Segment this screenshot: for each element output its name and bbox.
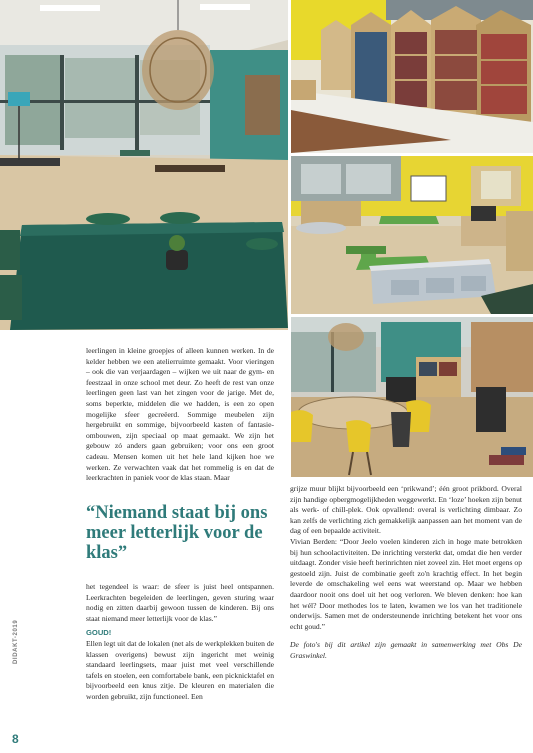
page-number: 8 [12,732,19,746]
column-right-text-2: Vivian Berden: “Door Jeelo voelen kinderen zich in hoge mate betrokken bij hun schoolactiviteiten. De inrichting versterkt dat, omdat die hen verder uitdaagt. Zonder visie heeft herinrichten niet zoveel zin. Het moet ergens op gestoeld zijn. Juist de combinatie geeft zo'n krachtig effect. In het begin leverde de omschakeling wel eens wat weerstand op. Maar we hebben daardoor nooit ons doel uit het oog verloren. We bleven denken: hoe kan het wél? Door methodes los te laten, kwamen we los van het traditionele onderwijs. Samen met de ondersteunende inrichting betekent het voor ons echt goud.” [290,536,522,631]
column-top-text: leerlingen in kleine groepjes of alleen kunnen werken. In de kelder hebben we een atelierruimte gemaakt. Voor vieringen – ook die van verjaardagen – wijken we uit naar de gym- en feestzaal in onze school met deur. Zo heeft de rest van onze leerlingen geen last van het zingen voor de jarige. Met de, soms beperkte, middelen die we hadden, is een zo open mogelijke sfeer gecreëerd. Sommige meubelen zijn hergebruikt en sommige, bijvoorbeeld kasten of fantasie-ombouwen, zijn speciaal op maat gemaakt. We zijn het gebouw zó anders gaan gebruiken; voor ons een groot cadeau. Mensen komen uit het hele land kijken hoe we werken. Ze verwachten vaak dat het rommelig is en dat de leerkrachten in paniek voor de klas staan. Maar [86,346,274,483]
photo-classroom-green-table [0,0,288,330]
section-heading: GOUD! [86,628,112,638]
column-left-text: het tegendeel is waar: de sfeer is juist heel ontspannen. Leerkrachten begeleiden de leerlingen, geven sturing waar nodig en zitten daarbij gewoon tussen de kinderen. Bij ons staat niemand meer letterlijk voor de klas.” [86,582,274,623]
photo-library-shelves [291,0,533,153]
article-column-right [290,484,522,662]
magazine-vertical-label: DIDAKT-2019 [13,619,19,664]
photo-yellow-chairs-round-table [291,317,533,477]
photo-credit: De foto's bij dit artikel zijn gemaakt in samenwerking met Obs De Graswinkel. [290,640,522,660]
column-right-text: grijze muur blijkt bijvoorbeeld een ‘prikwand’; één groot prikbord. Overal zijn handige opbergmogelijkheden weggewerkt. En ‘loze’ hoeken zijn benut als werk- of chill-plek. Ook opvallend: overal is verlichting dimbaar. Zo kan zelfs de verlichting zich gemakkelijk aanpassen aan het moment van de dag of een bepaalde activiteit. [290,484,522,536]
pull-quote: “Niemand staat bij ons meer letterlijk voor de klas” [86,503,268,563]
photo-learning-corner-yellow [291,156,533,314]
article-column-left [86,582,274,703]
article-column-top [86,346,274,484]
column-left-text-2: Ellen legt uit dat de lokalen (net als de werkplekken buiten de klassen overigens) bewust zijn ingericht met weinig standaard leerlingsets, maar juist met veel verschillende tafels en stoelen, een comfortabele bank, een picknicktafel en bijvoorbeeld een knus zitje. De kleuren en materialen die worden gebruikt, zijn functioneel. Een [86,638,274,701]
